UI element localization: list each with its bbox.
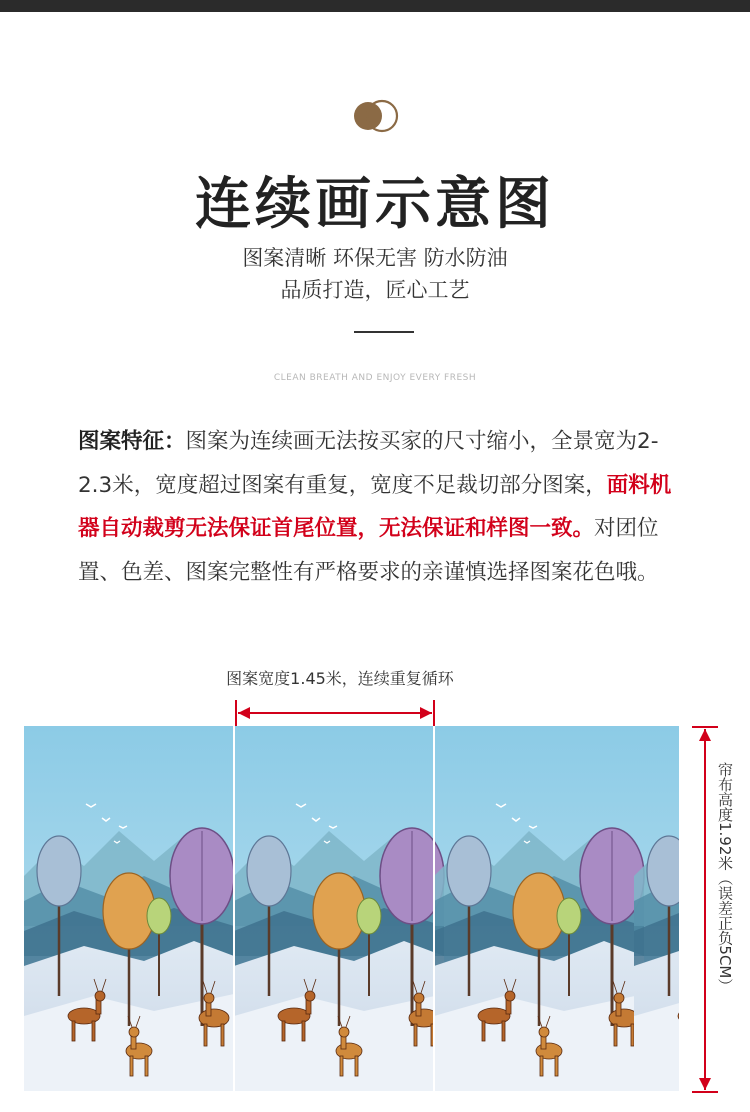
subtitle-line-2: 品质打造，匠心工艺 [280,278,470,302]
top-bar [0,0,750,12]
divider [354,331,414,333]
description-text-1: 图案为连续画无法按买家的尺寸缩小，全景宽为2-2.3米，宽度超过图案有重复，宽度不足裁切部分图案， [78,429,659,498]
description-label: 图案特征： [78,429,186,454]
subtitle-line-1: 图案清晰 环保无害 防水防油 [242,246,508,270]
arrow-down-icon [699,1078,711,1090]
page-title: 连续画示意图 [195,172,555,237]
english-tagline: CLEAN BREATH AND ENJOY EVERY FRESH [273,373,477,383]
description-highlight: 面料机器自动裁剪无法保证首尾位置，无法保证和样图一致。 [78,472,672,541]
description-text-2: 对团位置、色差、图案完整性有严格要求的亲谨慎选择图案花色哦。 [78,516,659,585]
arrow-up-icon [699,729,711,741]
arrow-left-icon [238,707,250,719]
arrow-right-icon [420,707,432,719]
measurement-arrows [0,690,750,1112]
height-label: 帘布高度1.92米（误差正负5CM） [716,762,734,994]
width-label: 图案宽度1.45米，连续重复循环 [226,669,454,688]
description-paragraph [78,420,678,594]
circles-logo-icon [352,96,400,136]
